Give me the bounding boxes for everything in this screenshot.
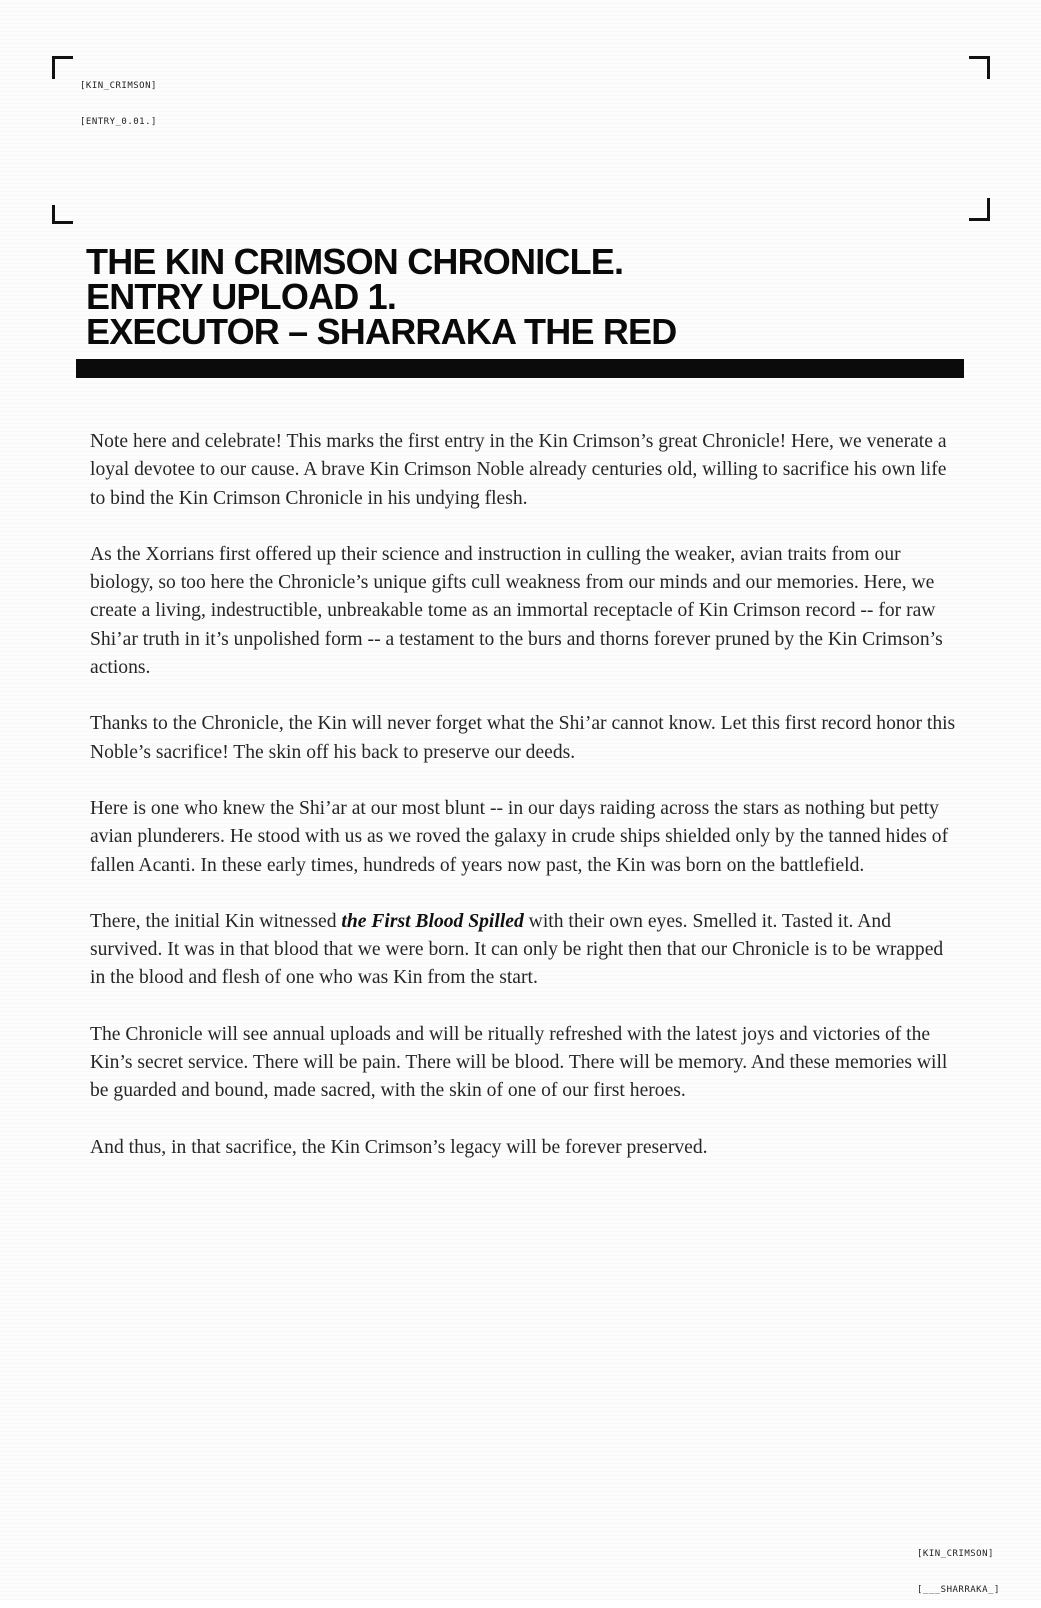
title-line-3: EXECUTOR – SHARRAKA THE RED xyxy=(86,311,677,352)
page-title xyxy=(86,241,966,352)
header-tag-line1: [KIN_CRIMSON] xyxy=(80,81,157,91)
paragraph-5-end: with their own eyes. Smelled it. Tasted it. And survived. It was in that blood that we were born. It can only be right then that our Chronicle is to be wrapped in the blood and flesh of one who was Kin from the start. xyxy=(90,910,944,989)
corner-bracket-bottom-right xyxy=(969,198,990,221)
chronicle-body xyxy=(90,428,960,1190)
footer-tag xyxy=(917,1524,1000,1608)
paragraph-7: And thus, in that sacrifice, the Kin Crimson’s legacy will be forever preserved. xyxy=(90,1136,708,1158)
header-tag-line2: [ENTRY_0.01.] xyxy=(80,117,157,127)
title-divider-bar xyxy=(76,359,964,378)
paragraph-4: Here is one who knew the Shi’ar at our most blunt -- in our days raiding across the stars as nothing but petty avian plunderers. He stood with us as we roved the galaxy in crude ships shielded only by the tanned hides of fallen Acanti. In these early times, hundreds of years now past, the Kin was born on the battlefield. xyxy=(90,797,949,876)
footer-tag-line2: [___SHARRAKA_] xyxy=(917,1585,1000,1595)
paragraph-5 xyxy=(90,908,960,993)
paragraph-5-emphasis: the First Blood Spilled xyxy=(341,910,524,932)
corner-bracket-top-left xyxy=(52,56,73,79)
paragraph-1: Note here and celebrate! This marks the first entry in the Kin Crimson’s great Chronicle! Here, we venerate a loyal devotee to our cause. A brave Kin Crimson Noble already centuries old, willing to sacrifice his own life to bind the Kin Crimson Chronicle in his undying flesh. xyxy=(90,431,947,509)
title-line-2: ENTRY UPLOAD 1. xyxy=(86,276,397,317)
paragraph-3: Thanks to the Chronicle, the Kin will never forget what the Shi’ar cannot know. Let this first record honor this Noble’s sacrifice! The skin off his back to preserve our deeds. xyxy=(90,713,956,763)
title-line-1: THE KIN CRIMSON CHRONICLE. xyxy=(86,241,624,282)
header-tag xyxy=(80,56,157,140)
paragraph-6: The Chronicle will see annual uploads and will be ritually refreshed with the latest joys and victories of the Kin’s secret service. There will be pain. There will be blood. There will be memory. And these memories will be guarded and bound, made sacred, with the skin of one of our first heroes. xyxy=(90,1023,948,1102)
paragraph-5-start: There, the initial Kin witnessed xyxy=(90,910,342,932)
corner-bracket-top-right xyxy=(969,56,990,79)
paragraph-2: As the Xorrians first offered up their science and instruction in culling the weaker, avian traits from our biology, so too here the Chronicle’s unique gifts cull weakness from our minds and our memories. Here, we create a living, indestructible, unbreakable tome as an immortal receptacle of Kin Crimson record -- for raw Shi’ar truth in it’s unpolished form -- a testament to the burs and thorns forever pruned by the Kin Crimson’s actions. xyxy=(90,543,943,679)
footer-tag-line1: [KIN_CRIMSON] xyxy=(917,1549,994,1559)
corner-bracket-bottom-left xyxy=(52,205,73,224)
